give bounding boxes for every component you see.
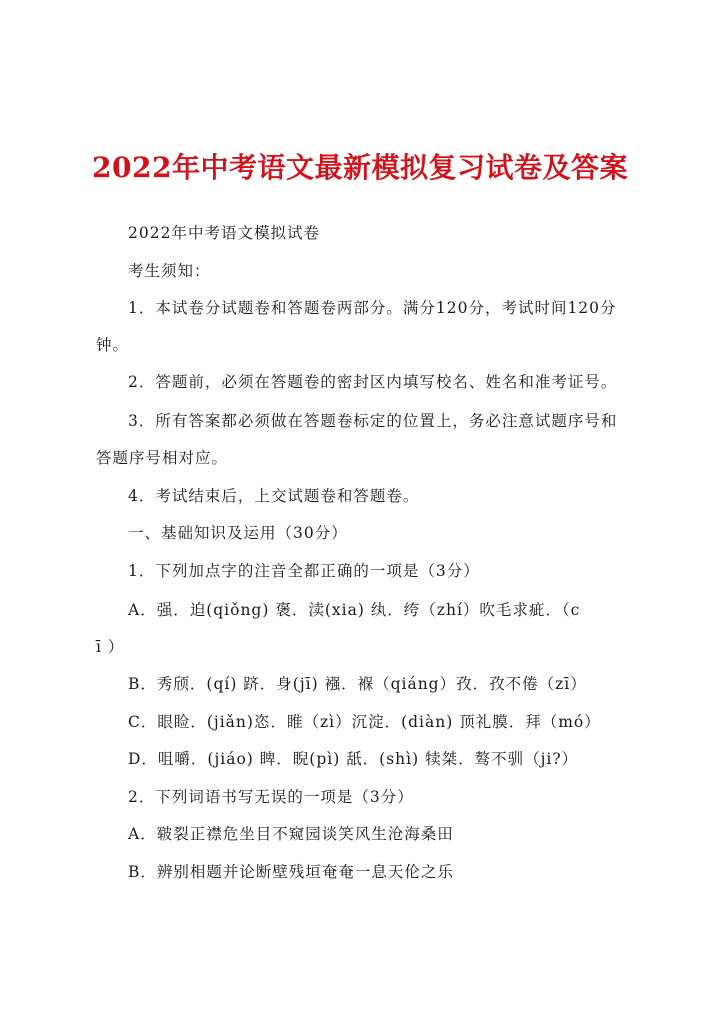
exam-subtitle: 2022年中考语文模拟试卷 (128, 224, 320, 242)
document-title: 2022年中考语文最新模拟复习试卷及答案 (92, 151, 628, 184)
question-1-option-d: D．咀嚼．(jiáo) 睥．睨(pì) 舐．(shì) 犊桀．骜不驯（ji?） (128, 750, 579, 768)
notice-item-4: 4．考试结束后，上交试题卷和答题卷。 (128, 487, 420, 505)
notice-item-1: 1．本试卷分试题卷和答题卷两部分。满分120分，考试时间120分 (128, 299, 617, 317)
notice-item-3-continued: 答题序号相对应。 (96, 449, 229, 467)
notice-item-1-continued: 钟。 (96, 336, 130, 354)
question-2-option-b: B．辨别相题并论断壁残垣奄奄一息天伦之乐 (128, 863, 454, 881)
notice-item-2: 2．答题前，必须在答题卷的密封区内填写校名、姓名和准考证号。 (128, 373, 618, 391)
question-2-stem: 2．下列词语书写无误的一项是（3分） (128, 788, 414, 806)
question-1-option-a-continued: ī ） (96, 638, 125, 656)
notice-item-3: 3．所有答案都必须做在答题卷标定的位置上，务必注意试题序号和 (128, 412, 618, 430)
question-1-option-c: C．眼睑．(jiǎn)恣．睢（zì）沉淀．(diàn) 顶礼膜．拜（mó） (128, 713, 601, 731)
notice-heading: 考生须知： (128, 262, 211, 280)
question-1-option-a: A．强．迫(qiǒng) 褒．渎(xia) 纨．绔（zhí）吹毛求疵．（c (128, 601, 581, 619)
section-heading: 一、基础知识及运用（30分） (128, 524, 348, 542)
question-2-option-a: A．皲裂正襟危坐目不窥园谈笑风生沧海桑田 (128, 825, 454, 843)
question-1-option-b: B．秀颀．(qí) 跻．身(jī) 襁．褓（qiáng）孜．孜不倦（zī） (128, 675, 587, 693)
question-1-stem: 1．下列加点字的注音全都正确的一项是（3分） (128, 562, 480, 580)
